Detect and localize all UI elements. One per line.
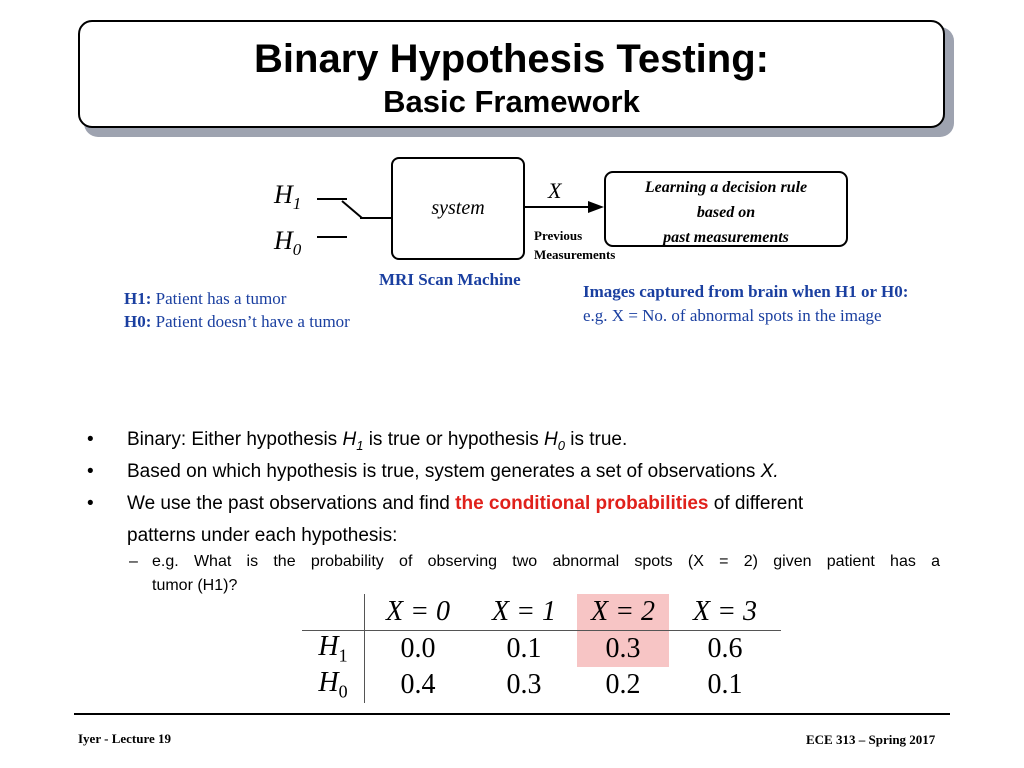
table-header-highlighted: X = 2 [577,594,669,631]
table-header-row [302,594,781,631]
legend-h1-key: H1: [124,289,152,308]
decision-rule-box [604,171,848,247]
diagram-h1-label: $H_1$ [274,180,302,214]
table-cell: 0.1 [707,669,743,700]
diagram-x-label: X [548,178,562,203]
switch-arm [342,201,362,218]
sub-bullet-1: e.g. What is the probability of observing two abnormal spots (X = 2) given patient has a tumor (H1)? [152,553,940,594]
footer-right: ECE 313 – Spring 2017 [806,732,936,747]
row-label-h0: $H_0$ [302,667,365,703]
slide-title: Binary Hypothesis Testing: [254,37,769,81]
system-box [391,157,525,260]
bullet-dot-2: • [87,461,94,482]
legend-h0-key: H0: [124,312,152,331]
hypothesis-legend [124,287,350,333]
table-row [302,631,781,668]
legend-h1-text: Patient has a tumor [155,289,287,308]
table-corner [302,594,365,631]
table-cell: 0.4 [400,669,436,700]
bullet-2: Based on which hypothesis is true, system generates a set of observations X. [127,461,779,482]
bullet-dot-1: • [87,429,94,450]
table-cell-highlighted: 0.3 [577,631,669,668]
bullet-dot-3: • [87,493,94,514]
sub-bullet-dash: – [129,553,138,570]
x-arrow-head [588,201,604,213]
mri-caption: MRI Scan Machine [379,270,521,289]
rule-line-3: past measurements [663,229,789,246]
table-cell: 0.2 [605,669,641,700]
previous-measurements-label: Previous Measurements [534,228,616,262]
legend-h0-text: Patient doesn’t have a tumor [155,312,350,331]
table-row [302,667,781,703]
footer-left: Iyer - Lecture 19 [78,731,172,746]
table-cell: 0.6 [707,633,743,664]
images-note-heading: Images captured from brain when H1 or H0: [583,282,909,301]
bullet-3: We use the past observations and find the conditional probabilities of different patterns under each hypothesis: [127,493,804,546]
table-cell: 0.0 [400,633,436,664]
images-note [583,280,908,328]
system-label: system [431,197,485,219]
slide-subtitle: Basic Framework [383,84,640,119]
bullet-1: Binary: Either hypothesis $H_1$ is true or hypothesis $H_0$ is true. [127,429,628,453]
images-note-example: e.g. X = No. of abnormal spots in the image [583,306,882,325]
table-cell: 0.1 [506,633,542,664]
table-cell: 0.3 [506,669,542,700]
table-header: X = 0 [365,594,472,631]
rule-line-2: based on [696,204,756,221]
footer-rule [74,713,950,715]
rule-line-1: Learning a decision rule [644,179,808,196]
row-label-h1: $H_1$ [302,631,365,668]
table-header: X = 1 [471,594,577,631]
highlight-conditional-probabilities: the conditional probabilities [455,493,709,514]
conditional-probability-table [302,594,781,703]
diagram-h0-label: $H_0$ [274,226,302,260]
table-header: X = 3 [669,594,781,631]
